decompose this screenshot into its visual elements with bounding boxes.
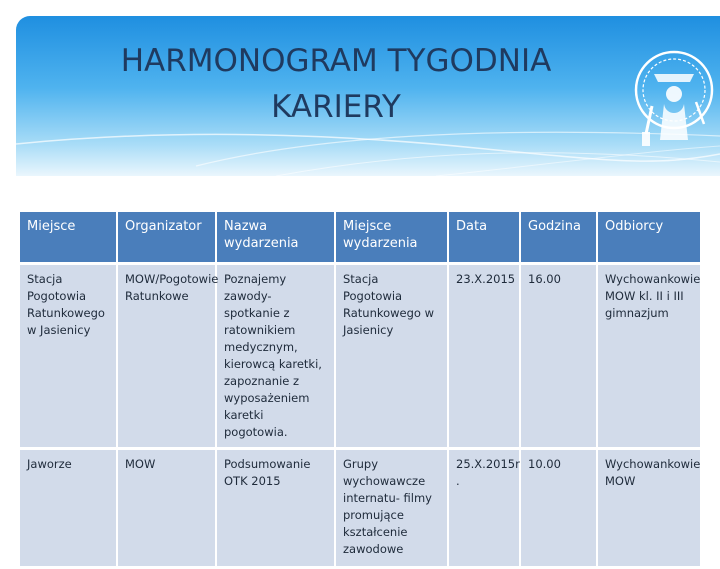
table-row xyxy=(20,449,700,568)
column-header-data: Data xyxy=(448,212,520,264)
title-line-1: HARMONOGRAM TYGODNIA xyxy=(120,43,552,79)
column-header-organizator: Organizator xyxy=(117,212,216,264)
header-band xyxy=(16,16,720,176)
column-header-miejsce: Miejsce xyxy=(20,212,117,264)
title-line-2: KARIERY xyxy=(271,89,401,125)
table-cell: Stacja Pogotowia Ratunkowego w Jasienicy xyxy=(335,264,448,449)
schedule-table xyxy=(20,212,700,569)
table-row xyxy=(20,264,700,449)
table-cell: Jaworze xyxy=(20,449,117,568)
table-cell: Poznajemy zawody- spotkanie z ratownikiem medycznym, kierowcą karetki, zapoznanie z wyposażeniem karetki pogotowia. xyxy=(216,264,335,449)
table-header-row xyxy=(20,212,700,264)
table-cell: 16.00 xyxy=(520,264,597,449)
table-cell: Grupy wychowawcze internatu- filmy promujące kształcenie zawodowe xyxy=(335,449,448,568)
table-cell: Podsumowanie OTK 2015 xyxy=(216,449,335,568)
table-cell: MOW/Pogotowie Ratunkowe xyxy=(117,264,216,449)
column-header-godzina: Godzina xyxy=(520,212,597,264)
table-cell: MOW xyxy=(117,449,216,568)
column-header-odbiorcy: Odbiorcy xyxy=(597,212,700,264)
page-title xyxy=(56,38,616,130)
table-cell: Stacja Pogotowia Ratunkowego w Jasienicy xyxy=(20,264,117,449)
school-crest-icon xyxy=(624,44,720,156)
table-cell: Wychowankowie MOW kl. II i III gimnazjum xyxy=(597,264,700,449)
table-cell: 23.X.2015 xyxy=(448,264,520,449)
table-cell: Wychowankowie MOW xyxy=(597,449,700,568)
table-cell: 10.00 xyxy=(520,449,597,568)
column-header-nazwa-wydarzenia: Nazwa wydarzenia xyxy=(216,212,335,264)
table-cell: 25.X.2015r . xyxy=(448,449,520,568)
column-header-miejsce-wydarzenia: Miejsce wydarzenia xyxy=(335,212,448,264)
